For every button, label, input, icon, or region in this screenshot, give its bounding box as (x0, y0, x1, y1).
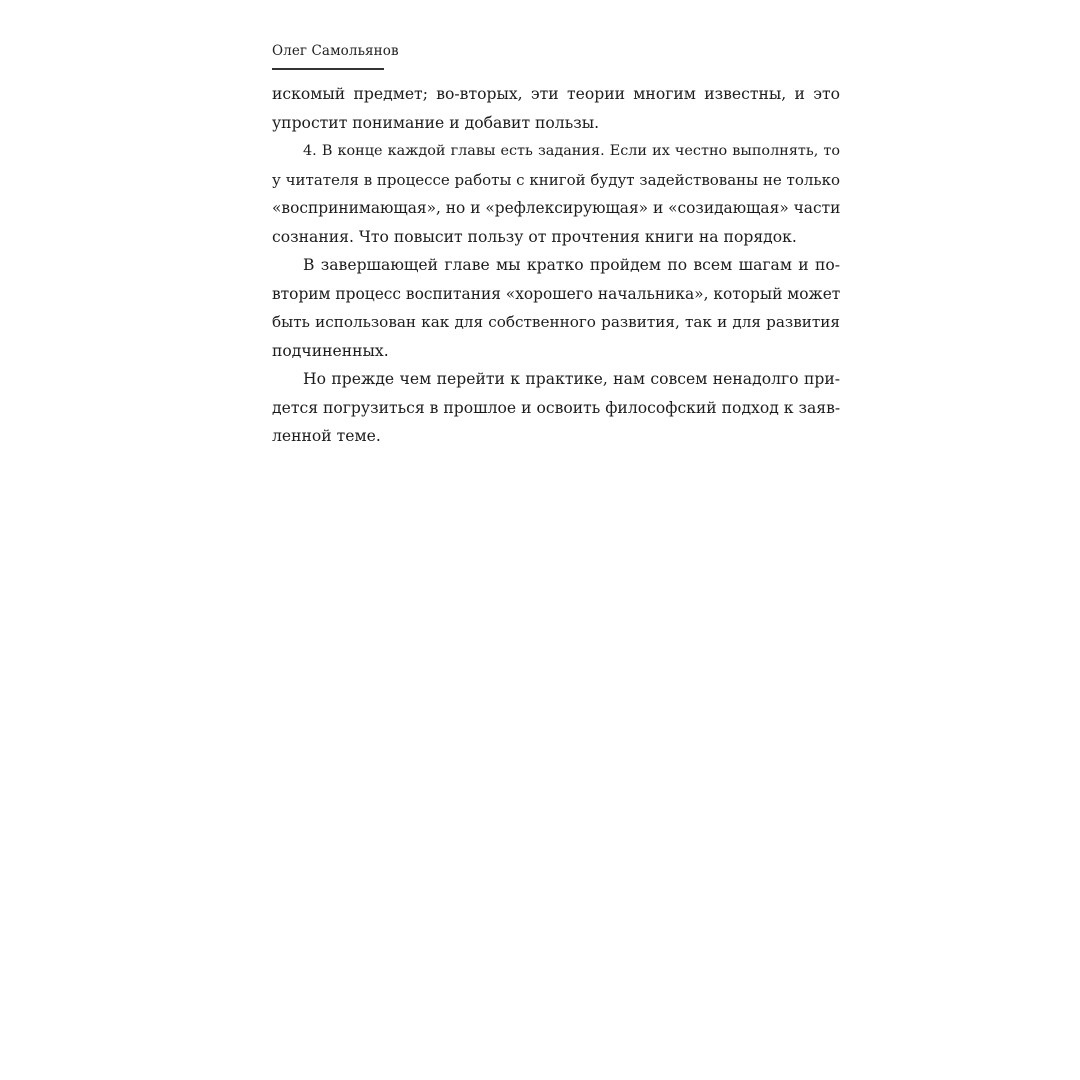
running-head-author: Олег Самольянов (272, 43, 399, 59)
running-head-rule (272, 68, 384, 70)
text-line: сознания. Что повысит пользу от прочтения книги на порядок. (272, 227, 797, 246)
text-line: у читателя в процессе работы с книгой будут задействованы не только (272, 170, 840, 189)
text-line: искомый предмет; во-вторых, эти теории многим известны, и это (272, 85, 840, 103)
document-page[interactable] (146, 0, 934, 1080)
body-text (272, 80, 840, 451)
text-line: подчиненных. (272, 341, 389, 360)
text-line: быть использован как для собственного развития, так и для развития (272, 313, 840, 331)
text-line: вторим процесс воспитания «хорошего начальника», который может (272, 284, 840, 303)
text-line: В завершающей главе мы кратко пройдем по всем шагам и по- (303, 256, 840, 274)
text-line: «воспринимающая», но и «рефлексирующая» и «созидающая» части (272, 199, 840, 217)
text-line: упростит понимание и добавит пользы. (272, 113, 600, 132)
text-line: ленной теме. (272, 427, 381, 445)
text-line: Но прежде чем перейти к практике, нам совсем ненадолго при- (303, 370, 840, 388)
text-line: дется погрузиться в прошлое и освоить философский подход к заяв- (272, 398, 840, 417)
text-line: 4. В конце каждой главы есть задания. Если их честно выполнять, то (303, 143, 840, 159)
